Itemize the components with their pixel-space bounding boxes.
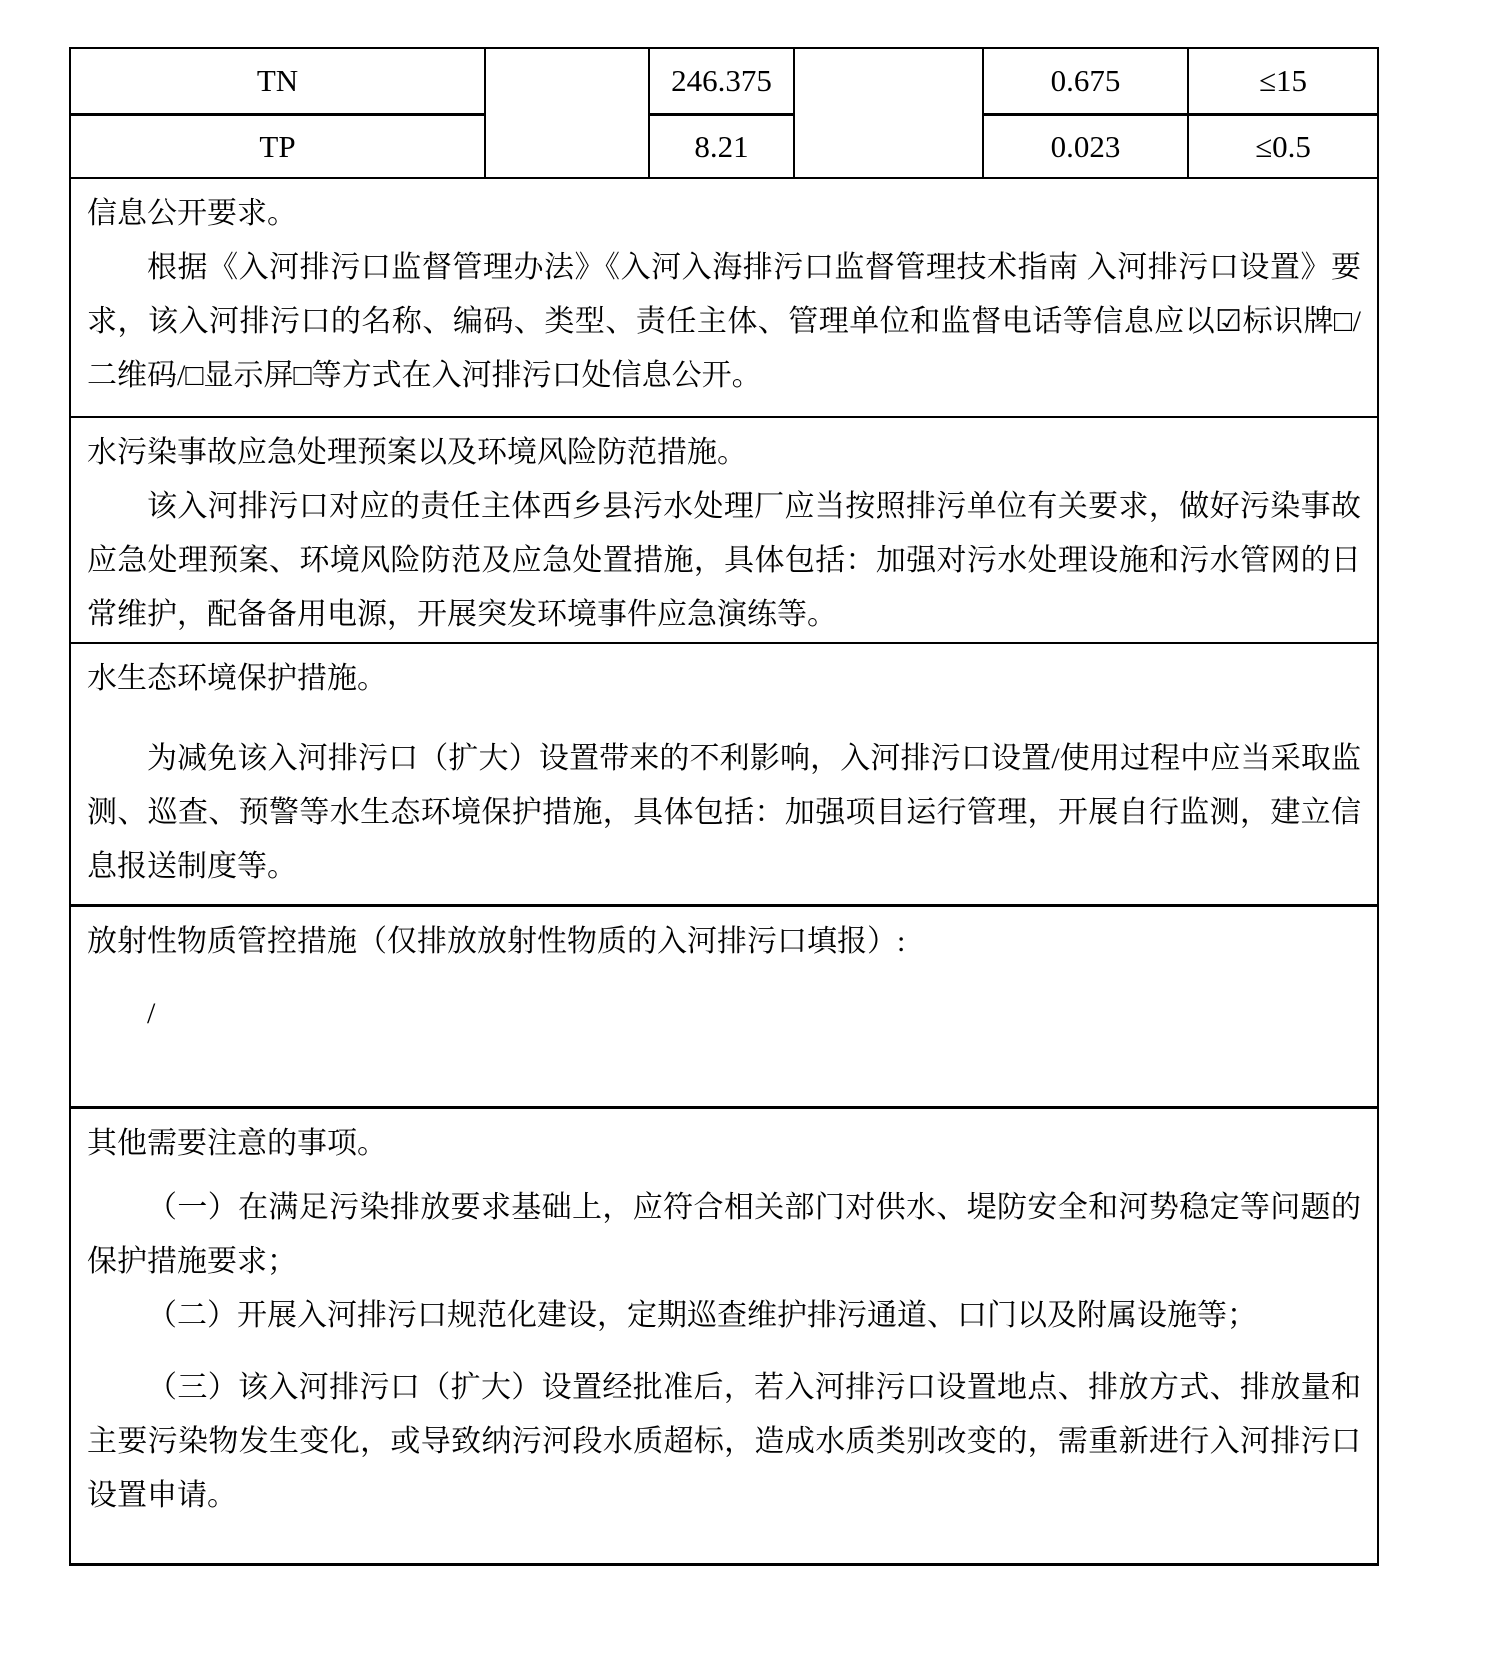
pollutant-limit-tp: ≤0.5 <box>1188 114 1378 178</box>
pollutant-limit-tn: ≤15 <box>1188 48 1378 114</box>
section-title: 信息公开要求。 <box>87 197 297 230</box>
section-paragraph-item-3: （三）该入河排污口（扩大）设置经批准后，若入河排污口设置地点、排放方式、排放量和主要污染物发生变化，或导致纳污河段水质超标，造成水质类别改变的，需重新进行入河排污口设置申请。 <box>87 1370 1361 1512</box>
section-row-emergency-plan <box>70 417 1378 643</box>
section-other-notes <box>70 1107 1378 1564</box>
section-info-disclosure <box>70 178 1378 417</box>
section-title: 放射性物质管控措施（仅排放放射性物质的入河排污口填报）: <box>87 924 906 958</box>
empty-merged-cell-1 <box>485 48 649 178</box>
pollutant-concentration-tp: 0.023 <box>983 114 1188 178</box>
section-title: 水污染事故应急处理预案以及环境风险防范措施。 <box>87 436 747 469</box>
pollutant-value-tn: 246.375 <box>649 48 794 114</box>
section-paragraph-item-1: （一）在满足污染排放要求基础上，应符合相关部门对供水、堤防安全和河势稳定等问题的保护措施要求； <box>87 1190 1361 1278</box>
section-row-eco-protection <box>70 643 1378 905</box>
empty-merged-cell-2 <box>794 48 983 178</box>
section-paragraph: 根据《入河排污口监督管理办法》《入河入海排污口监督管理技术指南 入河排污口设置》要求，该入河排污口的名称、编码、类型、责任主体、管理单位和监督电话等信息应以☑标识牌□/二维码/□显示屏□等方式在入河排污口处信息公开。 <box>87 251 1361 392</box>
section-title: 水生态环境保护措施。 <box>87 662 387 695</box>
pollutant-concentration-tn: 0.675 <box>983 48 1188 114</box>
section-row-info-disclosure <box>70 178 1378 417</box>
pollutant-name-tn: TN <box>70 48 485 114</box>
pollutant-value-tp: 8.21 <box>649 114 794 178</box>
section-paragraph: 为减免该入河排污口（扩大）设置带来的不利影响，入河排污口设置/使用过程中应当采取监测、巡查、预警等水生态环境保护措施，具体包括：加强项目运行管理，开展自行监测，建立信息报送制度等。 <box>87 742 1361 883</box>
section-paragraph-item-2: （二）开展入河排污口规范化建设，定期巡查维护排污通道、口门以及附属设施等； <box>147 1298 1257 1332</box>
section-row-other-notes <box>70 1107 1378 1564</box>
section-paragraph: 该入河排污口对应的责任主体西乡县污水处理厂应当按照排污单位有关要求，做好污染事故应急处理预案、环境风险防范及应急处置措施，具体包括：加强对污水处理设施和污水管网的日常维护，配备备用电源，开展突发环境事件应急演练等。 <box>87 490 1361 631</box>
document-page <box>0 47 1485 1665</box>
pollutant-row-tp <box>70 114 1378 178</box>
outfall-approval-table <box>69 47 1379 1566</box>
pollutant-name-tp: TP <box>70 114 485 178</box>
section-row-radioactive-control <box>70 905 1378 1107</box>
section-eco-protection <box>70 643 1378 905</box>
section-title: 其他需要注意的事项。 <box>87 1126 387 1160</box>
pollutant-row-tn <box>70 48 1378 114</box>
section-radioactive-control <box>70 905 1378 1107</box>
section-emergency-plan <box>70 417 1378 643</box>
section-paragraph: / <box>147 996 156 1030</box>
